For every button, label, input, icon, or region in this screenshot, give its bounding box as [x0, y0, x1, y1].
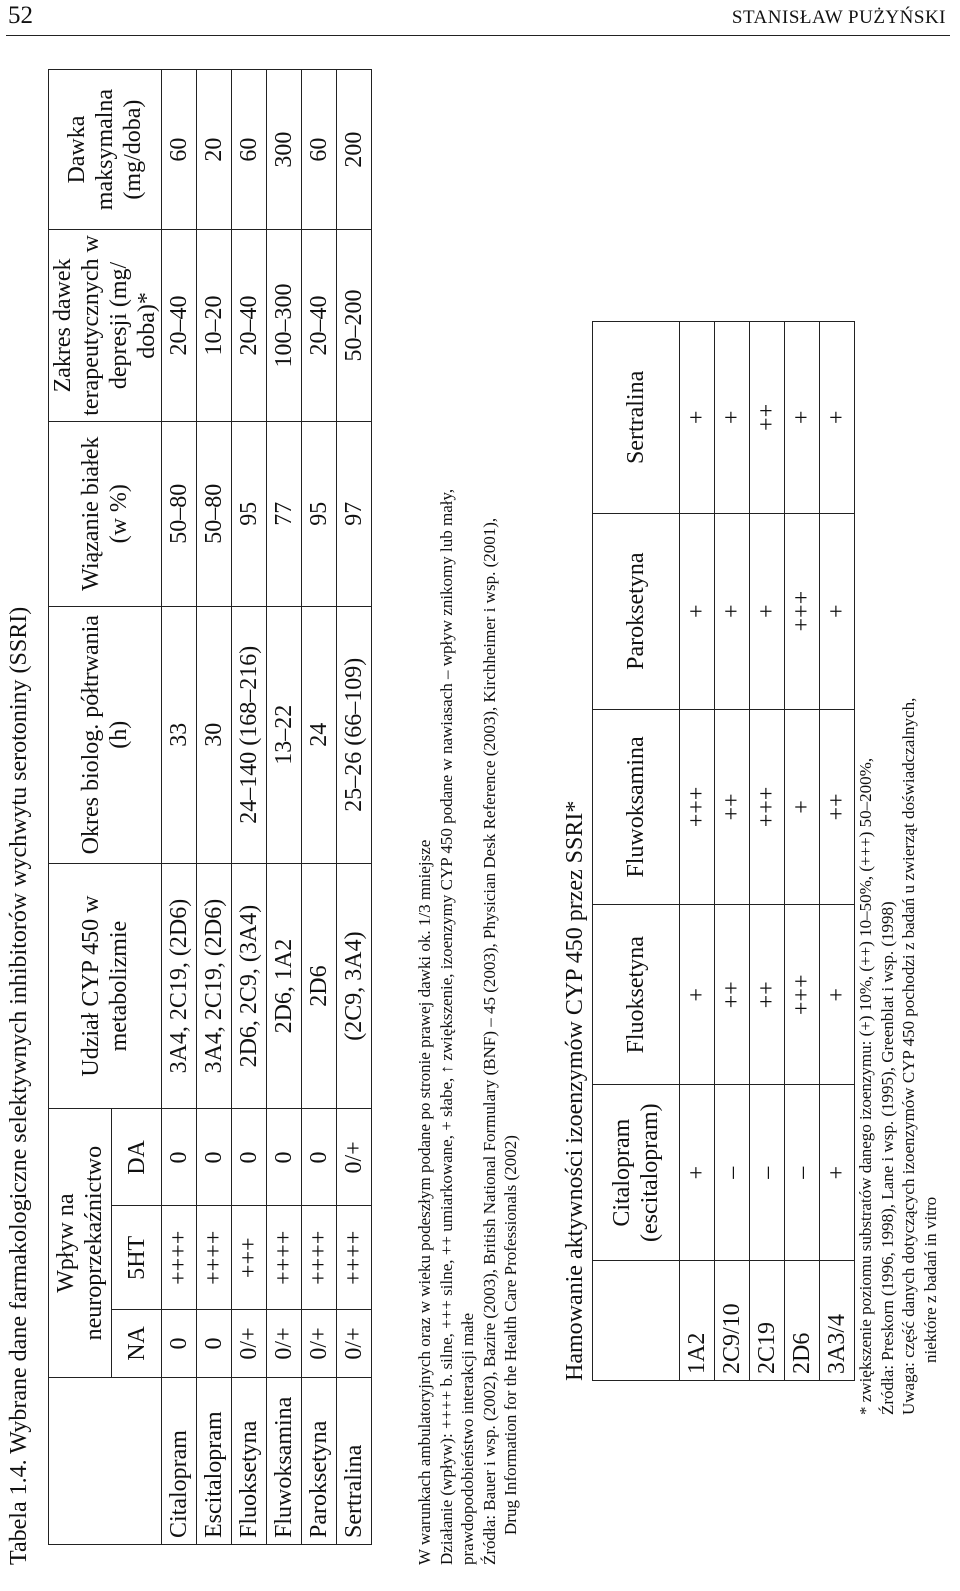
table-cell: 24–140 (168–216)	[232, 606, 267, 863]
table-cell: 60	[302, 70, 337, 230]
isoenzyme-cell: 2C9/10	[715, 1261, 750, 1381]
header-da: DA	[112, 1109, 162, 1206]
table-cell: 2D6	[302, 863, 337, 1109]
drug-header: Fluwoksamina	[593, 709, 680, 905]
table-cell: +++	[785, 513, 820, 709]
isoenzyme-cell: 1A2	[680, 1261, 715, 1381]
table-cell: 0	[197, 1109, 232, 1206]
table-cell: +	[785, 322, 820, 514]
table-cell: –	[785, 1085, 820, 1261]
drug-header: Citalopram (escitalopram)	[593, 1085, 680, 1261]
table-cell: 20–40	[232, 230, 267, 422]
table-cell: ++++	[267, 1206, 302, 1310]
table-cell: 30	[197, 606, 232, 863]
table-cell: 300	[267, 70, 302, 230]
note-caution: Uwaga: część danych dotyczących izoenzymów CYP 450 pochodzi z badań u zwierząt doświadczalnych,	[899, 697, 918, 1415]
page-header	[0, 0, 960, 42]
table-cell: ++++	[337, 1206, 372, 1310]
table-cell: 33	[162, 606, 197, 863]
table-cell: 50–80	[197, 421, 232, 606]
table-row	[267, 70, 302, 1545]
table-cell: 60	[162, 70, 197, 230]
table-cell: +	[715, 513, 750, 709]
ssri-pharmacology-table	[48, 69, 372, 1545]
table-cell: +++	[785, 905, 820, 1085]
note-caution-cont: niektóre z badań in vitro	[920, 1196, 940, 1363]
isoenzyme-cell: 2D6	[785, 1261, 820, 1381]
table-row	[337, 70, 372, 1545]
table-cell: 0	[232, 1109, 267, 1206]
table-cell: 0/+	[337, 1310, 372, 1378]
table-cell: 0	[162, 1310, 197, 1378]
note-elderly-dosing: W warunkach ambulatoryjnych oraz w wieku podeszłym podane po stronie prawej dawki ok. 1/3 mniejsze	[415, 839, 434, 1565]
table-cell: 2D6, 2C9, (3A4)	[232, 863, 267, 1109]
table-cell: 0	[267, 1109, 302, 1206]
table-cell: 100–300	[267, 230, 302, 422]
drug-header: Paroksetyna	[593, 513, 680, 709]
table-cell: 95	[302, 421, 337, 606]
table-cell: 97	[337, 421, 372, 606]
table-row	[715, 322, 750, 1381]
table-row	[680, 322, 715, 1381]
table-cell: +	[820, 322, 855, 514]
drug-header: Fluoksetyna	[593, 905, 680, 1085]
table-cell: 20	[197, 70, 232, 230]
header-empty-cell	[593, 1261, 680, 1381]
table-cell: 3A4, 2C19, (2D6)	[197, 863, 232, 1109]
header-half-life: Okres biolog. półtrwania (h)	[49, 606, 162, 863]
table-row	[162, 70, 197, 1545]
drug-name-cell: Escitalopram	[197, 1377, 232, 1544]
table-cell: 200	[337, 70, 372, 230]
header-cyp450: Udział CYP 450 w metabolizmie	[49, 863, 162, 1109]
drug-header: Sertralina	[593, 322, 680, 514]
table-cell: 0/+	[302, 1310, 337, 1378]
table-cell: +	[680, 1085, 715, 1261]
table-cell: (2C9, 3A4)	[337, 863, 372, 1109]
table-cell: 95	[232, 421, 267, 606]
table-cell: +	[680, 905, 715, 1085]
table-cell: 60	[232, 70, 267, 230]
table-cell: ++	[750, 322, 785, 514]
table-cell: 13–22	[267, 606, 302, 863]
table-cell: +	[820, 905, 855, 1085]
table-cell: 24	[302, 606, 337, 863]
table-cell: ++++	[197, 1206, 232, 1310]
drug-name-cell: Paroksetyna	[302, 1377, 337, 1544]
table-cell: +++	[750, 709, 785, 905]
note-effect-legend: Działanie (wpływ): ++++ b. silne, +++ silne, ++ umiarkowane, + słabe, ↑ zwiększenie, izoenzymy CYP 450 podane w nawiasach – wpływ znikomy lub mały,	[436, 488, 456, 1565]
drug-name-cell: Citalopram	[162, 1377, 197, 1544]
drug-name-cell: Sertralina	[337, 1377, 372, 1544]
header-neurotransmission: Wpływ na neuroprzekaźnictwo	[49, 1109, 112, 1377]
note-sources: Źródła: Bauer i wsp. (2002), Bazire (2003), British National Formulary (BNF) – 45 (2003), Physician Desk Reference (2003), Kirchheimer i wsp. (2001),	[479, 517, 499, 1565]
note-sources-cont: Drug Information for the Health Care Professionals (2002)	[501, 1135, 520, 1535]
table-cell: ++++	[162, 1206, 197, 1310]
table-cell: ++++	[302, 1206, 337, 1310]
table-row	[232, 70, 267, 1545]
table-cell: 0/+	[267, 1310, 302, 1378]
table1-notes	[414, 65, 522, 1565]
table-row	[750, 322, 785, 1381]
table-row	[197, 70, 232, 1545]
cyp450-inhibition-table	[592, 321, 855, 1381]
table-cell: ++	[750, 905, 785, 1085]
table-cell: +	[680, 513, 715, 709]
note-sources-2: Źródła: Preskorn (1996, 1998), Lane i wsp. (1995), Greenblat i wsp. (1998)	[877, 901, 897, 1415]
rotated-page-content	[0, 51, 955, 1591]
isoenzyme-cell: 3A3/4	[820, 1261, 855, 1381]
table-cell: 0	[302, 1109, 337, 1206]
table-cell: 50–200	[337, 230, 372, 422]
table-cell: +	[715, 322, 750, 514]
table-cell: 0/+	[232, 1310, 267, 1378]
table-cell: 50–80	[162, 421, 197, 606]
table-row	[820, 322, 855, 1381]
table-cell: 2D6, 1A2	[267, 863, 302, 1109]
table-cell: 0	[162, 1109, 197, 1206]
table-cell: 0	[197, 1310, 232, 1378]
table-cell: 77	[267, 421, 302, 606]
table-cell: ++	[820, 709, 855, 905]
header-max-dose: Dawka maksymalna (mg/doba)	[49, 70, 162, 230]
table-caption: Tabela 1.4. Wybrane dane farmakologiczne selektywnych inhibitorów wychwytu serotoniny (SSRI)	[6, 606, 32, 1565]
header-rule	[6, 35, 950, 36]
table2-notes	[855, 698, 941, 1415]
table-cell: ++	[715, 709, 750, 905]
table-cell: 25–26 (66–109)	[337, 606, 372, 863]
header-5ht: 5HT	[112, 1206, 162, 1310]
table-cell: +	[680, 322, 715, 514]
note-interaction-probability: prawdopodobieństwo interakcji małe	[458, 1312, 477, 1565]
table-row	[785, 322, 820, 1381]
header-na: NA	[112, 1310, 162, 1378]
drug-name-cell: Fluwoksamina	[267, 1377, 302, 1544]
isoenzyme-cell: 2C19	[750, 1261, 785, 1381]
table-cell: 20–40	[302, 230, 337, 422]
table-cell: +++	[232, 1206, 267, 1310]
table-cell: +	[785, 709, 820, 905]
note-substrate-increase: * zwiększenie poziomu substratów danego izoenzymu: (+) 10%, (++) 10–50%, (+++) 50–200%,	[856, 757, 875, 1415]
table-cell: +++	[680, 709, 715, 905]
table-cell: +	[820, 1085, 855, 1261]
page-number: 52	[8, 2, 33, 29]
table-cell: –	[715, 1085, 750, 1261]
header-dose-range: Zakres dawek terapeutycznych w depresji (mg/ doba)*	[49, 230, 162, 422]
table-cell: ++	[715, 905, 750, 1085]
running-head-author: STANISŁAW PUŻYŃSKI	[731, 7, 946, 28]
table-cell: –	[750, 1085, 785, 1261]
table-cell: 3A4, 2C19, (2D6)	[162, 863, 197, 1109]
table-cell: 0/+	[337, 1109, 372, 1206]
table-cell: 10–20	[197, 230, 232, 422]
header-protein-binding: Wiązanie białek (w %)	[49, 421, 162, 606]
table2-title: Hamowanie aktywności izoenzymów CYP 450 przez SSRI*	[562, 800, 588, 1381]
table-cell: +	[750, 513, 785, 709]
table-row	[302, 70, 337, 1545]
table-cell: +	[820, 513, 855, 709]
table-cell: 20–40	[162, 230, 197, 422]
drug-name-cell: Fluoksetyna	[232, 1377, 267, 1544]
header-empty-cell	[49, 1377, 162, 1544]
